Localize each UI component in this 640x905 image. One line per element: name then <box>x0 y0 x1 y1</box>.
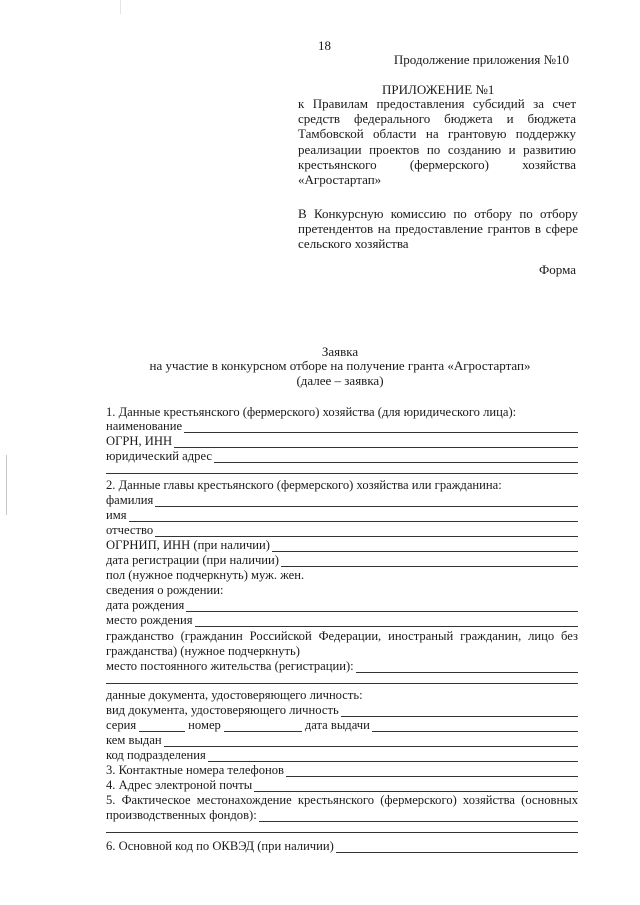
application-subtitle-abbrev: (далее – заявка) <box>296 373 384 388</box>
surname-line[interactable] <box>155 495 578 507</box>
ogrnip-inn-field[interactable] <box>106 537 578 552</box>
ogrn-inn-field[interactable] <box>106 433 578 448</box>
number-line[interactable] <box>224 720 302 732</box>
residence-label: место постоянного жительства (регистрации): <box>106 659 354 673</box>
birth-date-label: дата рождения <box>106 598 185 612</box>
birth-info-heading: сведения о рождении: <box>106 583 224 597</box>
rules-line: крестьянского (фермерского) хозяйства <box>298 156 576 172</box>
first-name-label: имя <box>106 508 127 522</box>
patronymic-line[interactable] <box>155 525 578 537</box>
first-name-field[interactable] <box>106 507 578 522</box>
id-document-heading: данные документа, удостоверяющего личность: <box>106 688 363 702</box>
okved-line[interactable] <box>336 841 578 853</box>
commission-line: сельского хозяйства <box>298 236 409 252</box>
location-field[interactable] <box>106 807 578 822</box>
residence-field[interactable] <box>106 658 578 673</box>
ogrn-inn-line[interactable] <box>174 436 578 448</box>
number-label: номер <box>188 718 221 732</box>
rules-line: «Агростартап» <box>298 172 382 188</box>
issue-date-label: дата выдачи <box>304 718 370 732</box>
surname-field[interactable] <box>106 492 578 507</box>
ogrn-inn-label: ОГРН, ИНН <box>106 434 173 448</box>
birth-place-field[interactable] <box>106 612 578 627</box>
division-code-line[interactable] <box>208 750 578 762</box>
division-code-field[interactable] <box>106 747 578 762</box>
issued-by-label: кем выдан <box>106 733 162 747</box>
org-name-field[interactable] <box>106 418 578 433</box>
issue-date-line[interactable] <box>372 720 578 732</box>
issued-by-line[interactable] <box>164 735 578 747</box>
series-label: серия <box>106 718 137 732</box>
email-label: 4. Адрес электроной почты <box>106 778 253 792</box>
doc-type-label: вид документа, удостоверяющего личность <box>106 703 339 717</box>
birth-place-line[interactable] <box>195 615 579 627</box>
section1-heading: 1. Данные крестьянского (фермерского) хозяйства (для юридического лица): <box>106 405 517 419</box>
email-line[interactable] <box>254 780 578 792</box>
org-name-line[interactable] <box>184 421 578 433</box>
location-line-2[interactable] <box>106 832 578 833</box>
gender-label[interactable]: пол (нужное подчеркнуть) муж. жен. <box>106 568 305 582</box>
rules-line: к Правилам предоставления субсидий за счет <box>298 96 576 111</box>
first-name-line[interactable] <box>129 510 578 522</box>
continuation-note: Продолжение приложения №10 <box>393 52 569 67</box>
patronymic-field[interactable] <box>106 522 578 537</box>
series-number-date-field[interactable] <box>106 717 578 732</box>
legal-address-field[interactable] <box>106 448 578 463</box>
rules-line: Тамбовской области на грантовую поддержку <box>298 126 576 142</box>
rules-reference <box>298 96 576 187</box>
email-field[interactable] <box>106 777 578 792</box>
phone-line[interactable] <box>286 765 578 777</box>
application-title: Заявка <box>321 344 359 359</box>
birth-date-line[interactable] <box>186 600 578 612</box>
application-subtitle: на участие в конкурсном отборе на получение гранта «Агростартап» <box>149 358 531 373</box>
okved-field[interactable] <box>106 838 578 853</box>
commission-addressee <box>298 206 578 252</box>
registration-date-field[interactable] <box>106 552 578 567</box>
citizenship-line-1[interactable]: гражданство (гражданин Российской Федерации, иностраный гражданин, лицо без <box>106 629 578 643</box>
scan-edge-mark-top <box>120 0 121 14</box>
division-code-label: код подразделения <box>106 748 206 762</box>
issued-by-field[interactable] <box>106 732 578 747</box>
page-number: 18 <box>318 38 331 53</box>
birth-place-label: место рождения <box>106 613 193 627</box>
citizenship-line-2[interactable]: гражданства) (нужное подчеркнуть) <box>106 644 300 658</box>
doc-type-line[interactable] <box>341 705 578 717</box>
gender-field[interactable] <box>106 567 578 582</box>
location-label: производственных фондов): <box>106 808 257 822</box>
scan-edge-mark <box>6 455 7 515</box>
location-line[interactable] <box>259 810 578 822</box>
surname-label: фамилия <box>106 493 154 507</box>
doc-type-field[interactable] <box>106 702 578 717</box>
org-name-label: наименование <box>106 419 183 433</box>
phone-field[interactable] <box>106 762 578 777</box>
ogrnip-inn-label: ОГРНИП, ИНН (при наличии) <box>106 538 270 552</box>
form-label: Форма <box>539 262 576 277</box>
series-line[interactable] <box>139 720 185 732</box>
commission-line: претендентов на предоставление грантов в сфере <box>298 221 578 237</box>
okved-label: 6. Основной код по ОКВЭД (при наличии) <box>106 839 334 853</box>
residence-line-2[interactable] <box>106 683 578 684</box>
ogrnip-inn-line[interactable] <box>272 540 578 552</box>
legal-address-line[interactable] <box>214 451 578 463</box>
registration-date-label: дата регистрации (при наличии) <box>106 553 279 567</box>
appendix-title: ПРИЛОЖЕНИЕ №1 <box>382 82 495 97</box>
legal-address-label: юридический адрес <box>106 449 212 463</box>
commission-line: В Конкурсную комиссию по отбору по отбору <box>298 206 578 221</box>
rules-line: реализации проектов по созданию и развитию <box>298 141 576 157</box>
location-line-1: 5. Фактическое местонахождение крестьянского (фермерского) хозяйства (основных <box>106 793 578 807</box>
phone-label: 3. Контактные номера телефонов <box>106 763 284 777</box>
patronymic-label: отчество <box>106 523 154 537</box>
rules-line: средств федерального бюджета и бюджета <box>298 111 576 127</box>
residence-line[interactable] <box>356 661 578 673</box>
birth-date-field[interactable] <box>106 597 578 612</box>
section2-heading: 2. Данные главы крестьянского (фермерского) хозяйства или гражданина: <box>106 478 502 492</box>
legal-address-line-2[interactable] <box>106 473 578 474</box>
registration-date-line[interactable] <box>281 555 578 567</box>
